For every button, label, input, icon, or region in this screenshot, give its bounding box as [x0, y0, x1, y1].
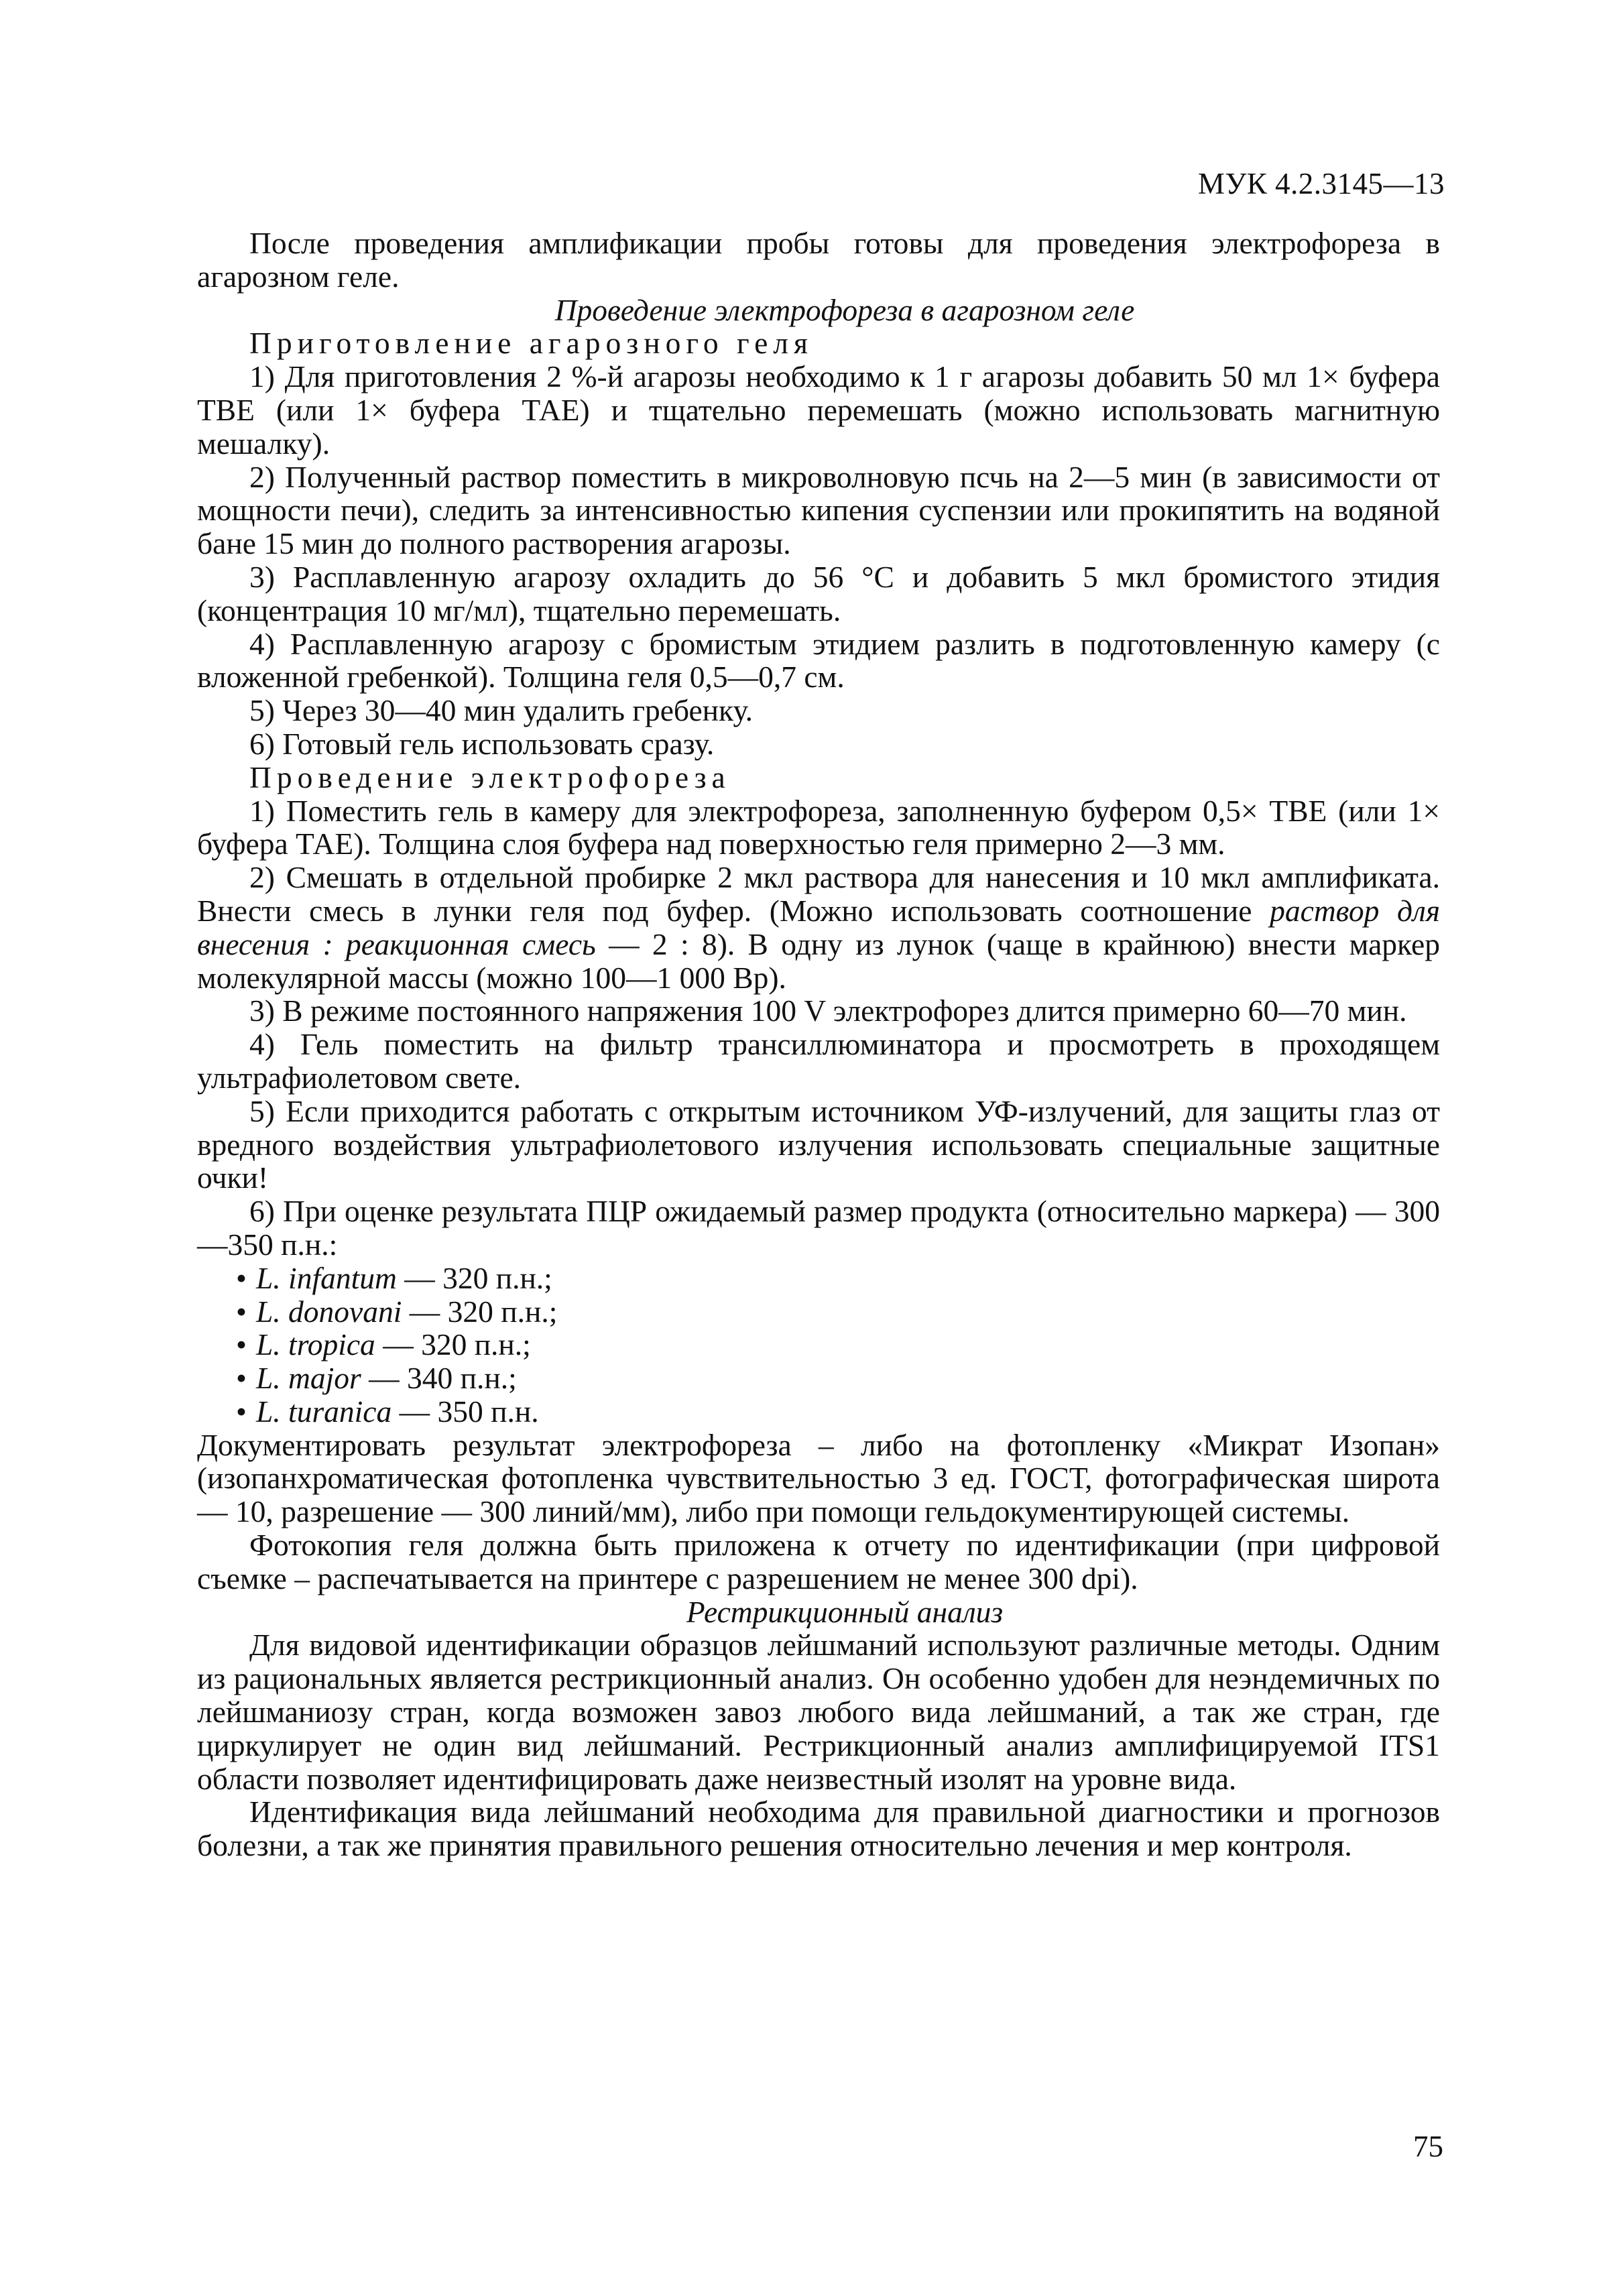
run-step-5: 5) Если приходится работать с открытым источником УФ-излучений, для защиты глаз от вредного воздействия ультрафиолетового излучения использовать специальные защитные очки!	[197, 1093, 1440, 1195]
species-name: L. turanica	[256, 1394, 392, 1429]
species-name: L. donovani	[256, 1294, 402, 1329]
run-step-1: 1) Поместить гель в камеру для электрофореза, заполненную буфером 0,5× ТВЕ (или 1× буфера ТАЕ). Толщина слоя буфера над поверхностью геля примерно 2—3 мм.	[197, 793, 1440, 861]
section-title-restriction: Рестрикционный анализ	[686, 1594, 1004, 1629]
section-title-electrophoresis: Проведение электрофореза в агарозном геле	[554, 292, 1135, 327]
run-step-2	[197, 861, 1440, 994]
product-size: — 320 п.н.;	[375, 1327, 531, 1362]
subsection-heading-run: Проведение электрофореза	[249, 760, 731, 794]
product-size: — 340 п.н.;	[361, 1361, 517, 1396]
product-size: — 350 п.н.	[392, 1394, 539, 1429]
run-step-2-ratio-italic: раствор для внесения : реакционная смесь	[197, 893, 1441, 961]
species-name: L. tropica	[256, 1327, 375, 1362]
bullet-icon: •	[236, 1394, 247, 1429]
run-step-2-text-a: 2) Смешать в отдельной пробирке 2 мкл раствора для нанесения и 10 мкл амплификата. Внести смесь в лунки геля под буфер. (Можно использовать соотношение	[197, 860, 1440, 928]
bullet-icon: •	[236, 1260, 247, 1295]
product-size-list	[197, 1262, 1440, 1429]
run-step-2-text-b: — 2 : 8). В одну из лунок (чаще в крайнюю) внести маркер молекулярной массы (можно 100—1 000 Вр).	[197, 926, 1440, 995]
gel-prep-step-6: 6) Готовый гель использовать сразу.	[249, 726, 715, 761]
gel-prep-step-2: 2) Полученный раствор поместить в микроволновую псчь на 2—5 мин (в зависимости от мощности печи), следить за интенсивностью кипения суспензии или прокипятить на водяной бане 15 мин до полного растворения агарозы.	[197, 459, 1440, 561]
gel-prep-step-3: 3) Расплавленную агарозу охладить до 56 °С и добавить 5 мкл бромистого этидия (концентрация 10 мг/мл), тщательно перемешать.	[197, 559, 1440, 627]
bullet-icon: •	[236, 1361, 247, 1396]
page-number: 75	[1413, 2130, 1443, 2163]
product-size: — 320 п.н.;	[402, 1294, 558, 1329]
page-body	[197, 227, 1440, 1862]
intro-paragraph: После проведения амплификации пробы готовы для проведения электрофореза в агарозном геле.	[197, 226, 1440, 294]
gel-prep-step-1: 1) Для приготовления 2 %-й агарозы необходимо к 1 г агарозы добавить 50 мл 1× буфера ТВЕ (или 1× буфера ТАЕ) и тщательно перемешать (можно использовать магнитную мешалку).	[197, 359, 1440, 461]
run-step-3: 3) В режиме постоянного напряжения 100 V электрофорез длится примерно 60—70 мин.	[249, 993, 1407, 1028]
run-step-4: 4) Гель поместить на фильтр трансиллюминатора и просмотреть в проходящем ультрафиолетовом свете.	[197, 1027, 1440, 1095]
product-size: — 320 п.н.;	[396, 1260, 552, 1295]
gel-prep-step-5: 5) Через 30—40 мин удалить гребенку.	[249, 693, 754, 728]
species-name: L. infantum	[256, 1260, 397, 1295]
bullet-icon: •	[236, 1294, 247, 1329]
list-item	[236, 1328, 1440, 1362]
document-code: МУК 4.2.3145—13	[1197, 167, 1445, 200]
restriction-paragraph-1: Для видовой идентификации образцов лейшманий используют различные методы. Одним из рациональных является рестрикционный анализ. Он особенно удобен для неэндемичных по лейшманиозу стран, когда возможен завоз любого вида лейшманий, а так же стран, где циркулирует не один вид лейшманий. Рестрикционный анализ амплифицируемой ITS1 области позволяет идентифицировать даже неизвестный изолят на уровне вида.	[197, 1628, 1440, 1796]
bullet-icon: •	[236, 1327, 247, 1362]
list-item	[236, 1262, 1440, 1295]
run-step-6: 6) При оценке результата ПЦР ожидаемый размер продукта (относительно маркера) — 300—350 п.н.:	[197, 1194, 1440, 1262]
list-item	[236, 1362, 1440, 1395]
restriction-paragraph-2: Идентификация вида лейшманий необходима для правильной диагностики и прогнозов болезни, а так же принятия правильного решения относительно лечения и мер контроля.	[197, 1795, 1440, 1863]
photocopy-paragraph: Фотокопия геля должна быть приложена к отчету по идентификации (при цифровой съемке – распечатывается на принтере с разрешением не менее 300 dpi).	[197, 1528, 1440, 1595]
document-result-paragraph: Документировать результат электрофореза – либо на фотопленку «Микрат Изопан» (изопанхроматическая фотопленка чувствительностью 3 ед. ГОСТ, фотографическая широта — 10, разрешение — 300 линий/мм), либо при помощи гельдокументирующей системы.	[197, 1427, 1440, 1529]
list-item	[236, 1395, 1440, 1429]
list-item	[236, 1295, 1440, 1329]
gel-prep-step-4: 4) Расплавленную агарозу с бромистым этидием разлить в подготовленную камеру (с вложенной гребенкой). Толщина геля 0,5—0,7 см.	[197, 626, 1440, 694]
species-name: L. major	[256, 1361, 361, 1396]
subsection-heading-gel-prep: Приготовление агарозного геля	[249, 326, 813, 361]
